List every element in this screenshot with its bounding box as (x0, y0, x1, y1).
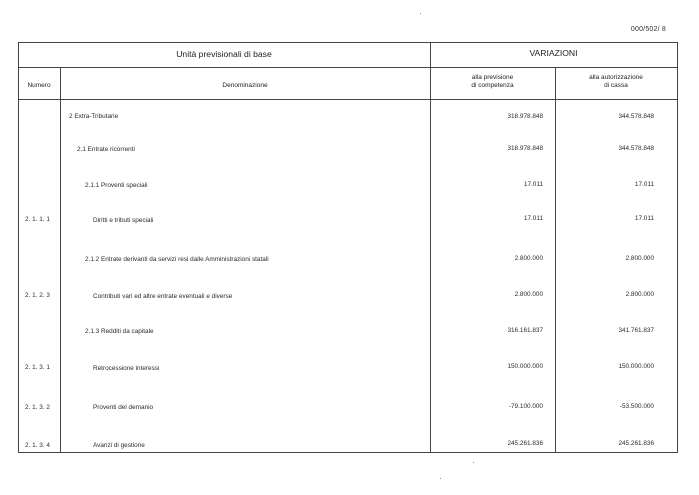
row-competenza: 2.800.000 (514, 255, 543, 262)
table-bottom-rule (18, 452, 678, 453)
column-header-cassa (555, 74, 677, 89)
group-header-variazioni: VARIAZIONI (529, 48, 578, 58)
row-cassa: -53.500.000 (619, 403, 654, 410)
header-middle-rule (18, 67, 678, 68)
numero-column-rule (60, 67, 61, 452)
scan-speck (440, 478, 441, 479)
document-code: 000/502/ 8 (630, 26, 666, 33)
column-header-competenza-line2: di competenza (471, 81, 514, 89)
row-competenza: 318.978.848 (507, 113, 543, 120)
row-competenza: 2.800.000 (514, 291, 543, 298)
row-denominazione: Retrocessione interessi (93, 365, 160, 372)
row-denominazione: 2.1.2 Entrate derivanti da servizi resi dalle Amministrazioni statali (85, 256, 269, 263)
column-header-denominazione: Denominazione (222, 82, 268, 89)
table-left-rule (18, 42, 19, 452)
row-denominazione: 2 Extra-Tributarie (69, 113, 119, 120)
row-denominazione: Proventi del demanio (93, 404, 154, 411)
column-header-numero: Numero (27, 82, 51, 89)
row-numero: 2. 1. 3. 4 (25, 442, 50, 449)
row-cassa: 17.011 (634, 181, 654, 188)
row-competenza: 316.161.837 (507, 327, 543, 334)
group-header-unita: Unità previsionali di base (176, 49, 272, 59)
scan-speck (420, 13, 421, 14)
row-competenza: 150.000.000 (507, 363, 543, 370)
row-denominazione: 2.1.1 Proventi speciali (85, 182, 148, 189)
row-competenza: 318.978.848 (507, 145, 543, 152)
row-cassa: 344.578.848 (618, 113, 654, 120)
row-cassa: 344.578.848 (618, 145, 654, 152)
row-numero: 2. 1. 3. 1 (25, 364, 50, 371)
row-numero: 2. 1. 2. 3 (25, 292, 50, 299)
row-cassa: 150.000.000 (618, 363, 654, 370)
scan-speck (473, 462, 474, 463)
row-competenza: 245.261.836 (507, 440, 543, 447)
column-header-competenza (430, 74, 555, 89)
variations-table (18, 42, 678, 452)
row-competenza: -79.100.000 (508, 403, 543, 410)
row-competenza: 17.011 (523, 215, 543, 222)
row-cassa: 17.011 (634, 215, 654, 222)
row-denominazione: Contributi vari ed altre entrate eventuali e diverse (93, 293, 233, 300)
row-cassa: 245.261.836 (618, 440, 654, 447)
row-cassa: 2.800.000 (625, 255, 654, 262)
row-cassa: 2.800.000 (625, 291, 654, 298)
table-right-rule (677, 42, 678, 452)
column-header-cassa-line1: alla autorizzazione (589, 74, 643, 81)
row-numero: 2. 1. 3. 2 (25, 404, 50, 411)
row-competenza: 17.011 (523, 181, 543, 188)
table-top-rule (18, 42, 678, 43)
row-numero: 2. 1. 1. 1 (25, 216, 50, 223)
row-denominazione: 2.1 Entrate ricorrenti (77, 146, 135, 153)
row-denominazione: 2.1.3 Redditi da capitale (85, 328, 154, 335)
column-header-competenza-line1: alla previsione (471, 74, 514, 81)
column-header-cassa-line2: di cassa (604, 81, 628, 89)
row-denominazione: Diritti e tributi speciali (93, 217, 154, 224)
row-cassa: 341.761.837 (618, 327, 654, 334)
row-denominazione: Avanzi di gestione (93, 442, 145, 449)
group-divider-rule (430, 42, 431, 452)
competenza-column-rule (555, 67, 556, 452)
header-bottom-rule (18, 99, 678, 100)
